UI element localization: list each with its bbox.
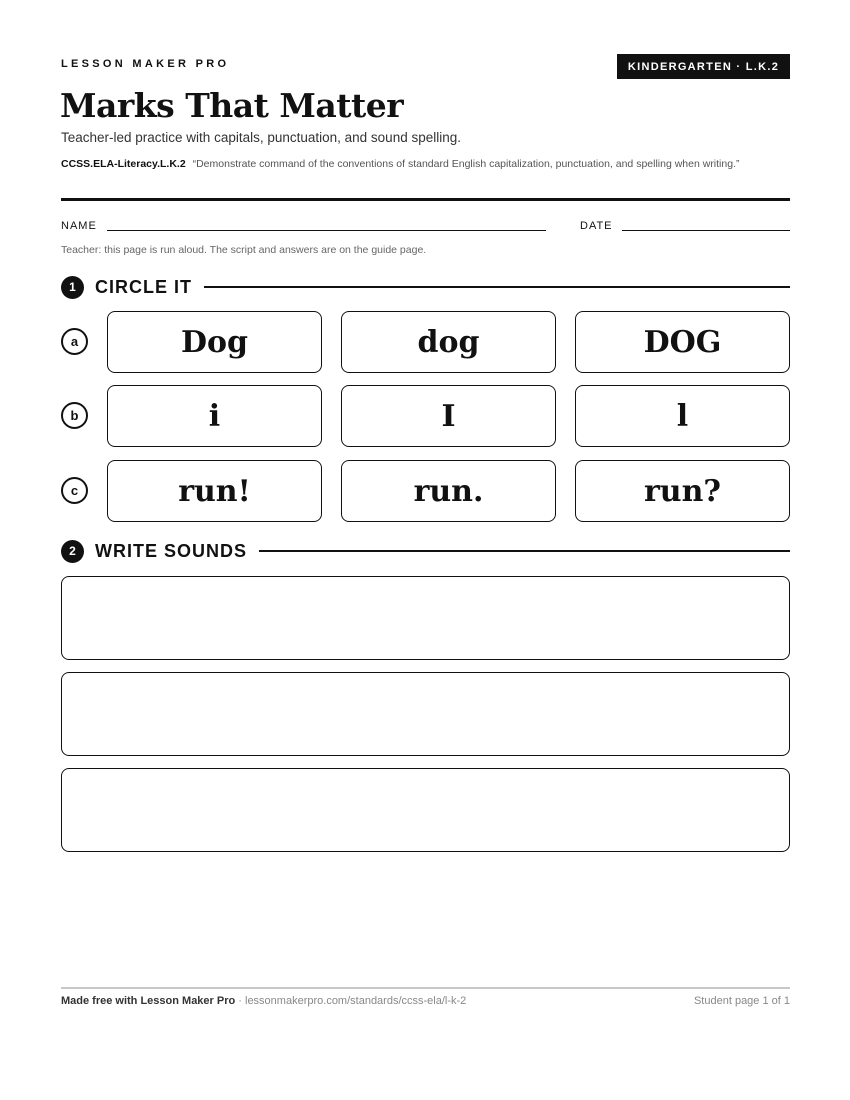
footer-separator: · [235,995,245,1007]
date-label: DATE [580,220,613,232]
footer-made-with: Made free with Lesson Maker Pro [61,995,236,1007]
write-box-1[interactable] [61,576,790,660]
page-subtitle: Teacher-led practice with capitals, punctuation, and sound spelling. [61,130,461,145]
choice-card[interactable]: i [107,385,322,447]
choice-card[interactable]: run! [107,460,322,522]
row-letter-a: a [61,328,88,355]
section-rule [204,286,790,288]
name-field[interactable] [107,230,546,231]
header-divider [61,198,790,201]
row-letter-c: c [61,477,88,504]
choice-card[interactable]: run. [341,460,556,522]
standard-code: CCSS.ELA-Literacy.L.K.2 [61,158,186,170]
date-field[interactable] [622,230,790,231]
row-letter-b: b [61,402,88,429]
section-number-badge: 2 [61,540,84,563]
brand-name: LESSON MAKER PRO [61,58,230,70]
footer-url[interactable]: lessonmakerpro.com/standards/ccss-ela/l-k-2 [245,995,467,1007]
footer-page-info: Student page 1 of 1 [693,995,790,1007]
section-title: CIRCLE IT [95,276,192,297]
teacher-note: Teacher: this page is run aloud. The script and answers are on the guide page. [61,244,427,256]
choice-card[interactable]: I [341,385,556,447]
choice-card[interactable]: l [575,385,790,447]
name-label: NAME [61,220,97,232]
standard-text: “Demonstrate command of the conventions of standard English capitalization, punctuation, and spelling when writing.” [192,158,740,170]
standard-statement [61,156,761,172]
write-box-2[interactable] [61,672,790,756]
page-title: Marks That Matter [60,86,404,125]
section-write-sounds-header [61,539,790,563]
choice-card[interactable]: dog [341,311,556,373]
section-circle-it-header [61,275,790,299]
write-box-3[interactable] [61,768,790,852]
section-rule [259,550,790,552]
section-number-badge: 1 [61,276,84,299]
grade-badge: KINDERGARTEN · L.K.2 [617,54,790,79]
choice-card[interactable]: Dog [107,311,322,373]
footer-divider [61,987,790,989]
choice-card[interactable]: DOG [575,311,790,373]
footer-credit [61,995,466,1007]
choice-card[interactable]: run? [575,460,790,522]
section-title: WRITE SOUNDS [95,540,248,561]
